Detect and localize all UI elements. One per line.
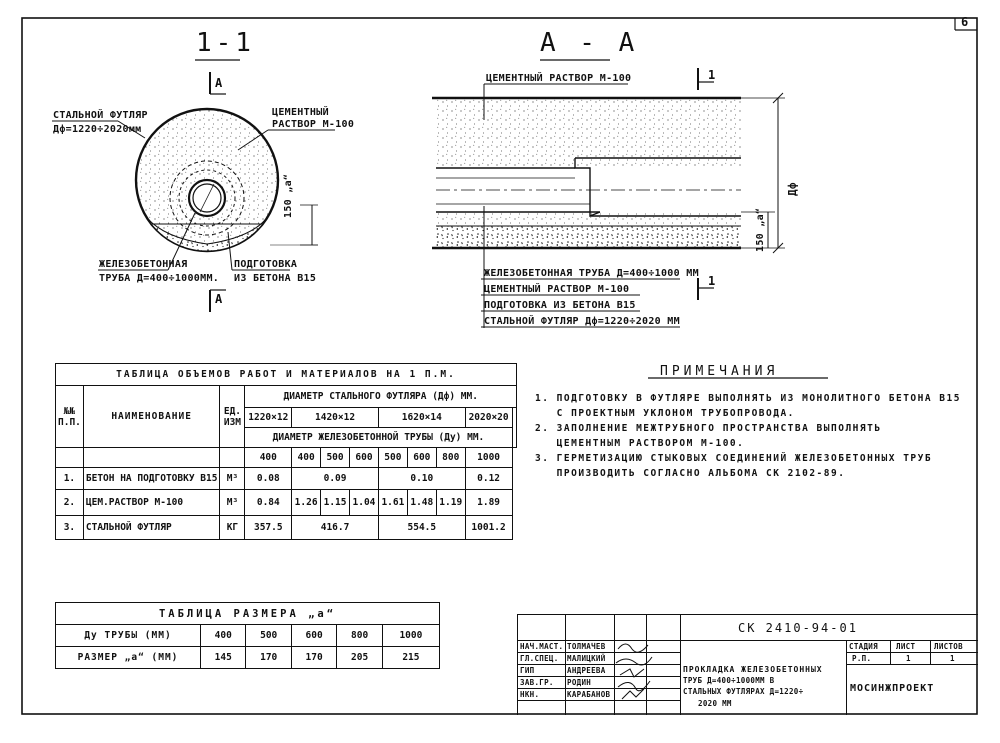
volumes-h-num: №№ П.П. — [56, 386, 84, 448]
row-num: 1. — [56, 468, 84, 490]
row-value: 0.08 — [245, 468, 292, 490]
row-value: 1.61 — [378, 490, 407, 516]
role: ГИП — [520, 666, 535, 675]
section-1-1-title: 1-1 — [196, 28, 255, 58]
row-value: 554.5 — [378, 516, 465, 540]
notes-list — [535, 391, 961, 481]
role: ГЛ.СПЕЦ. — [520, 654, 559, 663]
drawing-code: СК 2410-94-01 — [738, 621, 858, 635]
note-line: ЦЕМЕНТНЫМ РАСТВОРОМ М-100. — [535, 438, 745, 449]
size-a: 170 — [246, 647, 291, 669]
row-value: 0.09 — [292, 468, 379, 490]
row-value: 0.12 — [465, 468, 512, 490]
size-a: 145 — [201, 647, 246, 669]
pipe-size: 600 — [350, 448, 379, 468]
sheet-number: 6 — [961, 15, 969, 29]
row-num: 2. — [56, 490, 84, 516]
volumes-h-unit: ЕД. ИЗМ — [220, 386, 245, 448]
pipe-du: 1000 — [382, 625, 439, 647]
section-1-dim-a: 150 „a“ — [283, 173, 294, 218]
pipe-size: 400 — [292, 448, 321, 468]
prep-label-2: ИЗ БЕТОНА В15 — [234, 273, 317, 284]
cut-number-bottom: 1 — [708, 274, 716, 288]
dim-df: Дф — [786, 182, 799, 196]
row-value: 357.5 — [245, 516, 292, 540]
casing-size: 1420×12 — [292, 408, 379, 428]
legend-rc-pipe: ЖЕЛЕЗОБЕТОННАЯ ТРУБА Д=400÷1000 ММ — [484, 268, 699, 279]
signer-name: КАРАБАНОВ — [567, 690, 611, 699]
table-row — [56, 468, 517, 490]
pipe-du: 600 — [291, 625, 336, 647]
row-value: 1.04 — [350, 490, 379, 516]
row-value: 1.48 — [407, 490, 436, 516]
legend-casing: СТАЛЬНОЙ ФУТЛЯР Дф=1220÷2020 ММ — [484, 316, 680, 327]
row-value: 0.10 — [378, 468, 465, 490]
row-unit: М³ — [220, 490, 245, 516]
description-line: ПРОКЛАДКА ЖЕЛЕЗОБЕТОННЫХ — [683, 665, 823, 674]
row-value: 1.89 — [465, 490, 512, 516]
rc-pipe-label-1: ЖЕЛЕЗОБЕТОННАЯ — [99, 259, 188, 270]
stage-value: Р.П. — [852, 654, 872, 663]
row-name: БЕТОН НА ПОДГОТОВКУ В15 — [83, 468, 220, 490]
pipe-du: 500 — [246, 625, 291, 647]
legend-prep: ПОДГОТОВКА ИЗ БЕТОНА В15 — [484, 300, 636, 311]
pipe-size: 400 — [245, 448, 292, 468]
row-value: 0.84 — [245, 490, 292, 516]
table-row — [56, 516, 517, 540]
description-line: ТРУБ Д=400÷1000ММ В — [683, 676, 775, 685]
row-name: ЦЕМ.РАСТВОР М-100 — [83, 490, 220, 516]
row-unit: М³ — [220, 468, 245, 490]
size-row2-label: РАЗМЕР „a“ (ММ) — [56, 647, 201, 669]
row-value: 1.19 — [436, 490, 465, 516]
signatures-image — [614, 637, 654, 707]
pipe-size: 500 — [321, 448, 350, 468]
size-a: 215 — [382, 647, 439, 669]
signer-name: РОДИН — [567, 678, 592, 687]
note-line: ПРОИЗВОДИТЬ СОГЛАСНО АЛЬБОМА СК 2102-89. — [535, 468, 846, 479]
description-line: СТАЛЬНЫХ ФУТЛЯРАХ Д=1220÷ — [683, 687, 804, 696]
role: НКН. — [520, 690, 540, 699]
row-value: 1001.2 — [465, 516, 512, 540]
pipe-du: 400 — [201, 625, 246, 647]
organization: МОСИНЖПРОЕКТ — [850, 683, 935, 694]
volumes-table-title: ТАБЛИЦА ОБЪЕМОВ РАБОТ И МАТЕРИАЛОВ НА 1 П.М. — [56, 364, 517, 386]
pipe-du: 800 — [337, 625, 382, 647]
casing-size: 1620×14 — [378, 408, 465, 428]
role: ЗАВ.ГР. — [520, 678, 554, 687]
casing-size: 1220×12 — [245, 408, 292, 428]
row-value: 1.15 — [321, 490, 350, 516]
row-unit: КГ — [220, 516, 245, 540]
casing-label: СТАЛЬНОЙ ФУТЛЯР — [53, 110, 148, 121]
volumes-h-name: НАИМЕНОВАНИЕ — [83, 386, 220, 448]
legend-cement: ЦЕМЕНТНЫЙ РАСТВОР М-100 — [484, 284, 630, 295]
role: НАЧ.МАСТ. — [520, 642, 564, 651]
cement-label-2: РАСТВОР М-100 — [272, 119, 355, 130]
table-row — [56, 490, 517, 516]
row-num: 3. — [56, 516, 84, 540]
notes-title: ПРИМЕЧАНИЯ — [660, 364, 779, 379]
row-name: СТАЛЬНОЙ ФУТЛЯР — [83, 516, 220, 540]
sheets-header: ЛИСТОВ — [934, 642, 963, 651]
size-a: 170 — [291, 647, 336, 669]
cut-letter-top: A — [215, 76, 223, 90]
note-line: 2. ЗАПОЛНЕНИЕ МЕЖТРУБНОГО ПРОСТРАНСТВА ВЫПОЛНЯТЬ — [535, 423, 882, 434]
section-a-dim-a: 150 „a“ — [755, 207, 766, 252]
note-line: 3. ГЕРМЕТИЗАЦИЮ СТЫКОВЫХ СОЕДИНЕНИЙ ЖЕЛЕЗОБЕТОННЫХ ТРУБ — [535, 453, 933, 464]
volumes-h-casing: ДИАМЕТР СТАЛЬНОГО ФУТЛЯРА (Дф) ММ. — [245, 386, 517, 408]
cut-number-top: 1 — [708, 68, 716, 82]
sheets-value: 1 — [950, 654, 955, 663]
row-value: 1.26 — [292, 490, 321, 516]
pipe-size: 1000 — [465, 448, 512, 468]
sheet-header: ЛИСТ — [896, 642, 916, 651]
stage-header: СТАДИЯ — [849, 642, 878, 651]
description-line: 2020 ММ — [698, 699, 732, 708]
row-value: 416.7 — [292, 516, 379, 540]
pipe-size: 800 — [436, 448, 465, 468]
size-table — [55, 602, 440, 669]
cement-label-1: ЦЕМЕНТНЫЙ — [272, 107, 329, 118]
cement-top-label: ЦЕМЕНТНЫЙ РАСТВОР М-100 — [486, 73, 632, 84]
volumes-h-pipe: ДИАМЕТР ЖЕЛЕЗОБЕТОННОЙ ТРУБЫ (Ду) ММ. — [245, 428, 512, 448]
signer-name: МАЛИЦКИЙ — [567, 654, 606, 663]
section-a-a-title: А - А — [540, 28, 639, 58]
title-block — [517, 614, 978, 715]
cut-letter-bottom: A — [215, 292, 223, 306]
note-line: 1. ПОДГОТОВКУ В ФУТЛЯРЕ ВЫПОЛНЯТЬ ИЗ МОНОЛИТНОГО БЕТОНА В15 — [535, 393, 961, 404]
note-line: С ПРОЕКТНЫМ УКЛОНОМ ТРУБОПРОВОДА. — [535, 408, 795, 419]
pipe-size: 500 — [378, 448, 407, 468]
signer-name: АНДРЕЕВА — [567, 666, 606, 675]
signer-name: ТОЛМАЧЕВ — [567, 642, 606, 651]
casing-diameter: Дф=1220÷2020мм — [53, 124, 142, 135]
size-row1-label: Ду ТРУБЫ (ММ) — [56, 625, 201, 647]
prep-label-1: ПОДГОТОВКА — [234, 259, 298, 270]
size-table-title: ТАБЛИЦА РАЗМЕРА „a“ — [56, 603, 440, 625]
casing-size: 2020×20 — [465, 408, 512, 428]
rc-pipe-label-2: ТРУБА Д=400÷1000ММ. — [99, 273, 220, 284]
volumes-table — [55, 363, 517, 540]
pipe-size: 600 — [407, 448, 436, 468]
size-a: 205 — [337, 647, 382, 669]
sheet-value: 1 — [906, 654, 911, 663]
